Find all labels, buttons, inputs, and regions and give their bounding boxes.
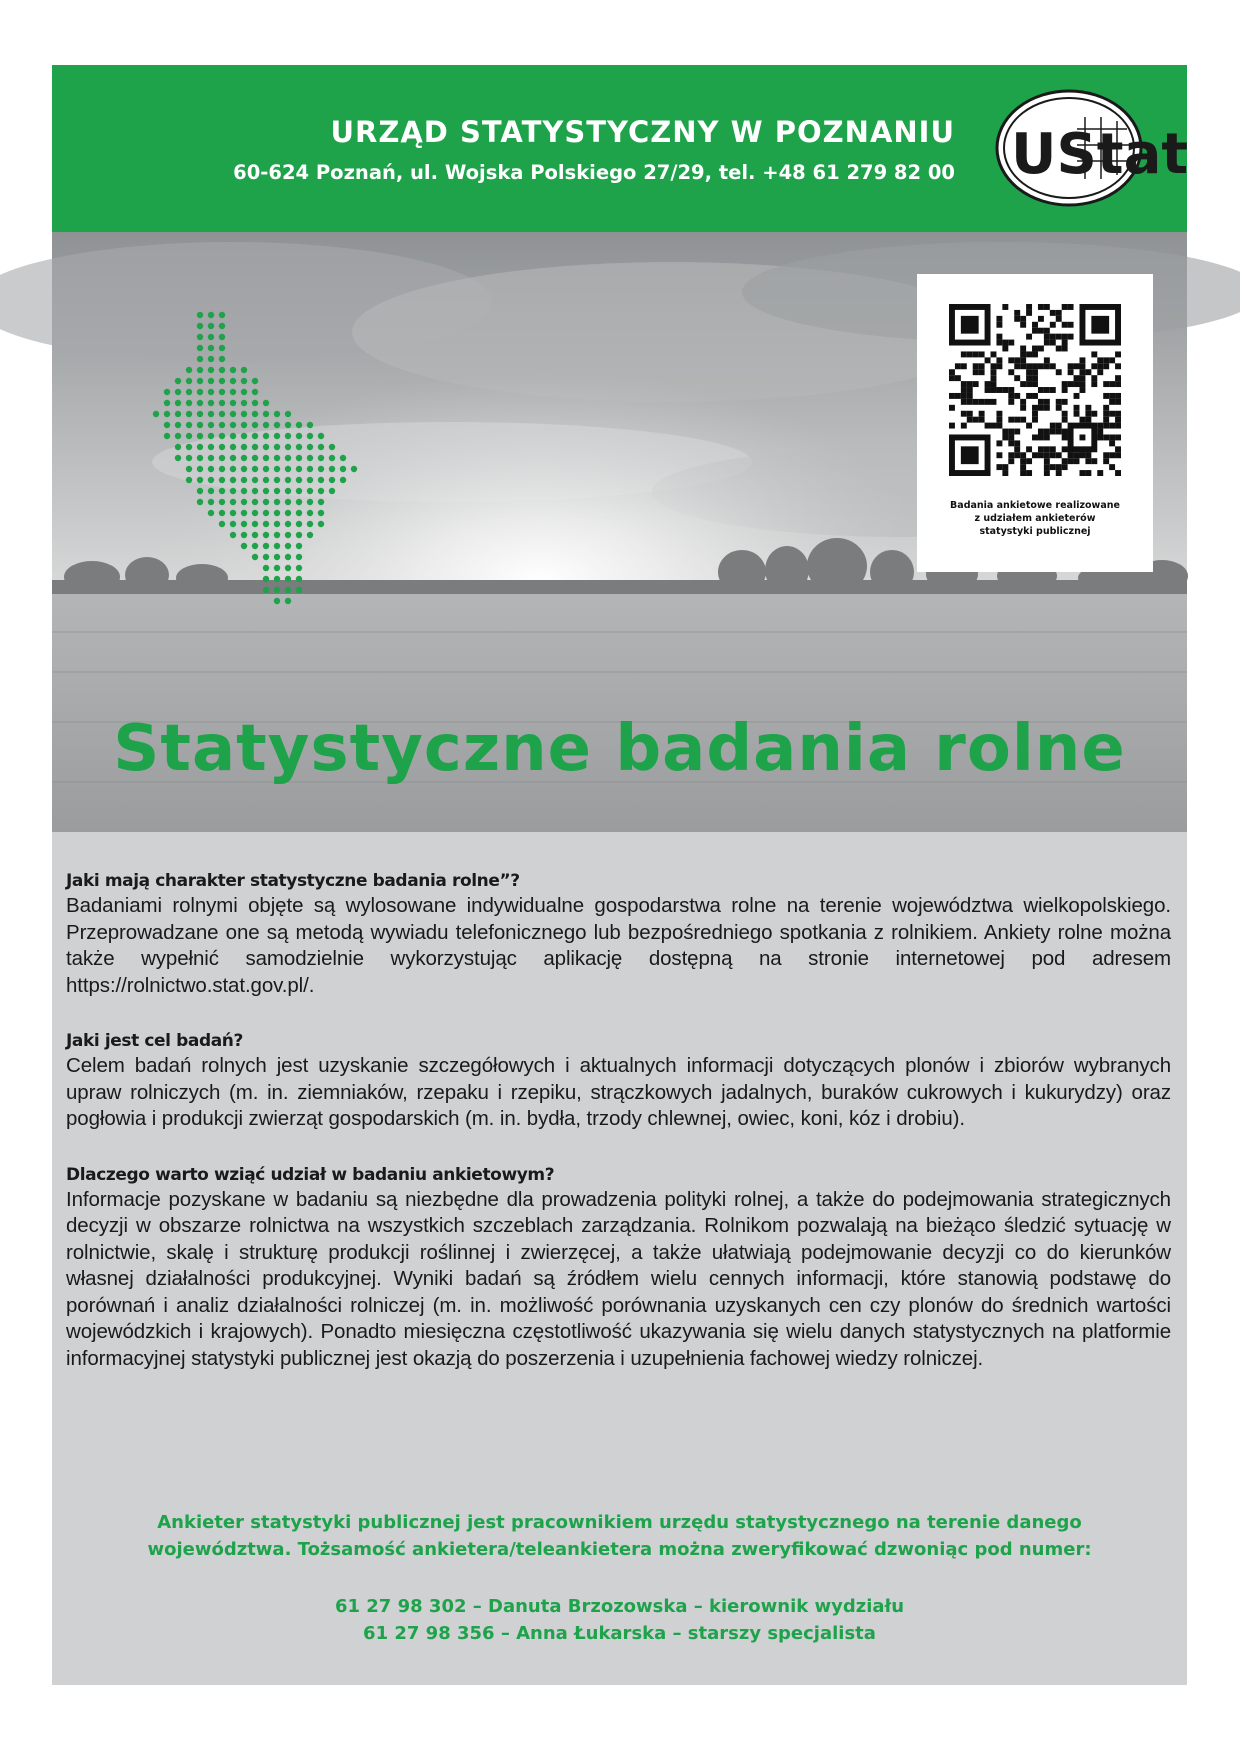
qr-caption-line: statystyki publicznej	[979, 526, 1091, 537]
section-question: Dlaczego warto wziąć udział w badaniu ankietowym?	[66, 1164, 555, 1185]
poster	[52, 65, 1187, 1685]
contact-line: 61 27 98 302 – Danuta Brzozowska – kierownik wydziału	[334, 1596, 905, 1617]
section-question: Jaki mają charakter statystyczne badania rolne”?	[66, 871, 520, 891]
qr-caption	[927, 499, 1143, 538]
section-character	[66, 869, 1171, 999]
main-title: Statystyczne badania rolne	[113, 712, 1126, 786]
ustat-logo	[993, 87, 1189, 209]
qr-caption-line: Badania ankietowe realizowane	[950, 500, 1120, 511]
section-question: Jaki jest cel badań?	[66, 1031, 243, 1051]
qr-caption-line: z udziałem ankieterów	[974, 513, 1096, 524]
header-bar	[52, 65, 1187, 232]
logo-text: UStat	[1011, 122, 1189, 187]
wielkopolska-map-dots	[124, 302, 384, 612]
section-why-participate	[66, 1163, 1171, 1373]
section-answer: Informacje pozyskane w badaniu są niezbędne dla prowadzenia polityki rolnej, a także do podejmowania strategicznych decyzji w obszarze rolnictwa na wszystkich szczeblach zarządzania. Rolnikom pozwalają na bieżąco śledzić sytuację w rolnictwie, skalę i strukturę produkcji roślinnej i zwierzęcej, a także ułatwiają podejmowanie decyzji co do kierunków własnej działalności produkcyjnej. Wyniki badań są źródłem wielu cennych informacji, które stanowią podstawę do porównań i analiz działalności rolniczej (m. in. możliwość porównania uzyskanych cen czy plonów do średnich wartości wojewódzkich i krajowych). Ponadto miesięczna częstotliwość ukazywania się wielu danych statystycznych na platformie informacyjnej statystyki publicznej jest okazją do poszerzenia i uzupełnienia fachowej wiedzy rolniczej.	[66, 1187, 1171, 1370]
section-goal	[66, 1029, 1171, 1133]
field-photo	[52, 232, 1187, 832]
qr-card	[917, 274, 1153, 572]
section-answer: Badaniami rolnymi objęte są wylosowane indywidualne gospodarstwa rolne na terenie województwa wielkopolskiego. Przeprowadzane one są metodą wywiadu telefonicznego lub bezpośredniego spotkania z rolnikiem. Ankiety rolne można także wypełnić samodzielnie wykorzystując aplikację dostępną na stronie internetowej pod adresem https://rolnictwo.stat.gov.pl/.	[66, 894, 1171, 997]
contact-line: 61 27 98 356 – Anna Łukarska – starszy specjalista	[363, 1623, 876, 1644]
office-name: URZĄD STATYSTYCZNY W POZNANIU	[330, 115, 955, 149]
content	[66, 869, 1171, 1402]
footer-note-line: województwa. Tożsamość ankietera/teleankietera można zweryfikować dzwoniąc pod numer:	[147, 1539, 1092, 1560]
section-answer: Celem badań rolnych jest uzyskanie szczegółowych i aktualnych informacji dotyczących plonów i zbiorów wybranych upraw rolniczych (m. in. ziemniaków, rzepaku i rzepiku, strączkowych jadalnych, buraków cukrowych i kukurydzy) oraz pogłowia i produkcji zwierząt gospodarskich (m. in. bydła, trzody chlewnej, owiec, koni, kóz i drobiu).	[66, 1054, 1171, 1130]
qr-code-icon[interactable]	[949, 304, 1121, 476]
footer-note	[52, 1509, 1187, 1647]
office-address: 60-624 Poznań, ul. Wojska Polskiego 27/29, tel. +48 61 279 82 00	[233, 161, 955, 184]
footer-note-line: Ankieter statystyki publicznej jest pracownikiem urzędu statystycznego na terenie danego	[157, 1512, 1082, 1533]
